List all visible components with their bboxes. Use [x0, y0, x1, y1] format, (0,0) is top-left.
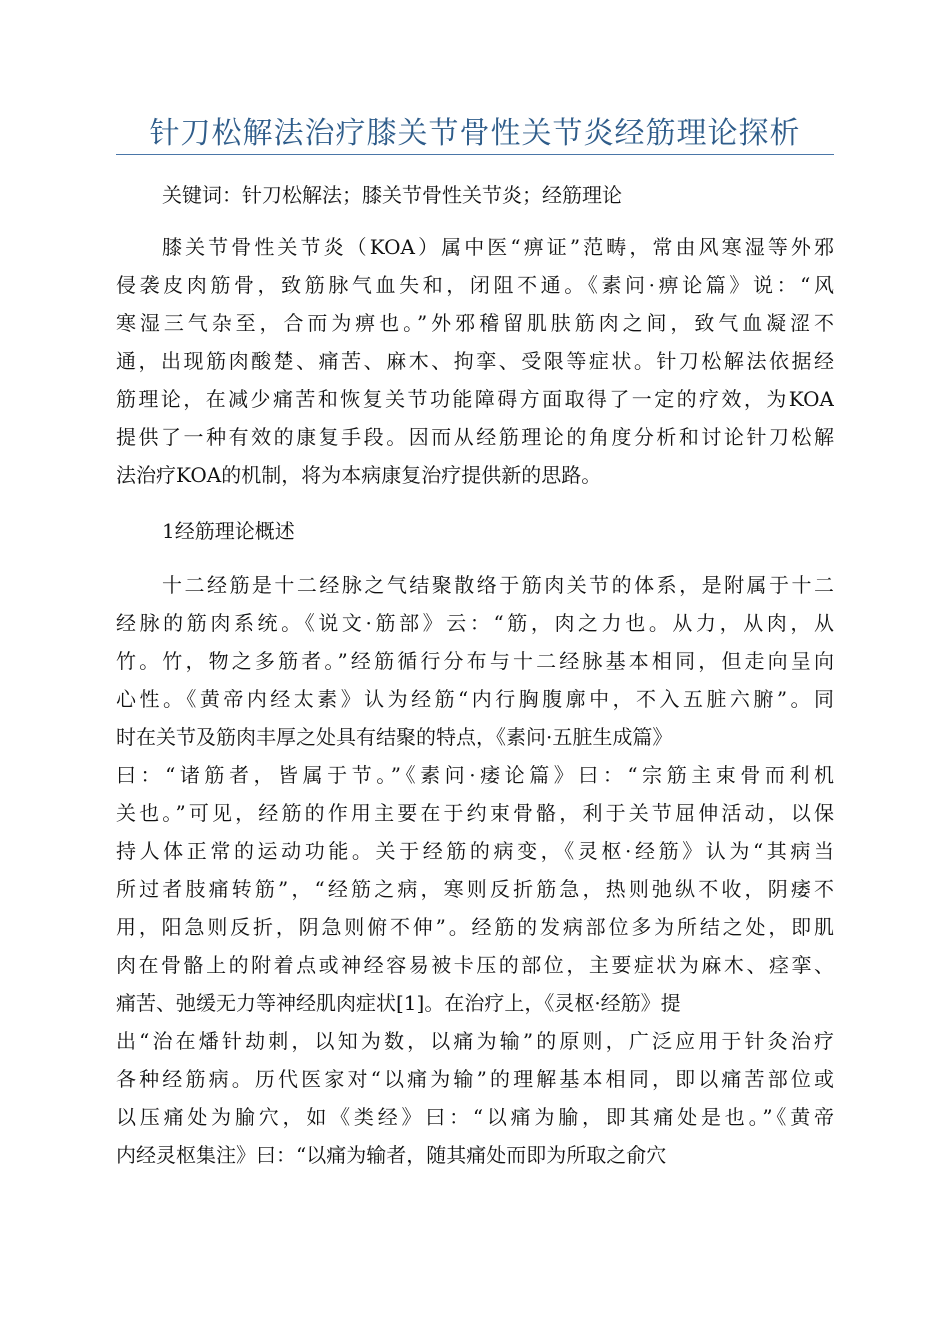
paragraph-line: 经脉的筋肉系统。《说文·筋部》云：“筋，肉之力也。从力，从肉，从: [116, 611, 834, 635]
body-paragraph: [116, 566, 834, 1174]
paragraph-line: 关也。”可见，经筋的作用主要在于约束骨骼，利于关节屈伸活动，以保: [116, 801, 834, 825]
paragraph-line: 十二经筋是十二经脉之气结聚散络于筋肉关节的体系，是附属于十二: [162, 573, 834, 597]
paragraph-line: 寒湿三气杂至，合而为痹也。”外邪稽留肌肤筋肉之间，致气血凝涩不: [116, 311, 834, 335]
title-underline: [116, 154, 834, 155]
paragraph-line: 心性。《黄帝内经太素》认为经筋“内行胸腹廓中，不入五脏六腑”。同: [116, 687, 834, 711]
paragraph-line: 各种经筋病。历代医家对“以痛为输”的理解基本相同，即以痛苦部位或: [116, 1067, 834, 1091]
paragraph-line: 出“治在燔针劫刺，以知为数，以痛为输”的原则，广泛应用于针灸治疗: [116, 1029, 834, 1053]
paragraph-line: 内经灵枢集注》曰：“以痛为输者，随其痛处而即为所取之俞穴: [116, 1143, 667, 1167]
paragraph-line: 竹。竹，物之多筋者。”经筋循行分布与十二经脉基本相同，但走向呈向: [116, 649, 834, 673]
paragraph-line: 所过者肢痛转筋”，“经筋之病，寒则反折筋急，热则弛纵不收，阴痿不: [116, 877, 834, 901]
paragraph-line: 以压痛处为腧穴，如《类经》曰：“以痛为腧，即其痛处是也。”《黄帝: [116, 1105, 834, 1129]
paragraph-line: 肉在骨骼上的附着点或神经容易被卡压的部位，主要症状为麻木、痉挛、: [116, 953, 834, 977]
document-title: 针刀松解法治疗膝关节骨性关节炎经筋理论探析: [149, 116, 801, 151]
paragraph-line: 痛苦、弛缓无力等神经肌肉症状[1]。在治疗上，《灵枢·经筋》提: [116, 991, 681, 1015]
section-heading: 1经筋理论概述: [162, 519, 295, 543]
paragraph-line: 时在关节及筋肉丰厚之处具有结聚的特点，《素问·五脏生成篇》: [116, 725, 673, 749]
paragraph-line: 通，出现筋肉酸楚、痛苦、麻木、拘挛、受限等症状。针刀松解法依据经: [116, 349, 834, 373]
paragraph-line: 曰：“诸筋者，皆属于节。”《素问·痿论篇》曰：“宗筋主束骨而利机: [116, 763, 834, 787]
paragraph-line: 膝关节骨性关节炎（KOA）属中医“痹证”范畴，常由风寒湿等外邪: [162, 235, 834, 259]
paragraph-line: 法治疗KOA的机制，将为本病康复治疗提供新的思路。: [116, 463, 602, 487]
paragraph-line: 筋理论，在减少痛苦和恢复关节功能障碍方面取得了一定的疗效，为KOA: [116, 387, 834, 411]
paragraph-line: 持人体正常的运动功能。关于经筋的病变，《灵枢·经筋》认为“其病当: [116, 839, 834, 863]
paragraph-line: 用，阳急则反折，阴急则俯不伸”。经筋的发病部位多为所结之处，即肌: [116, 915, 834, 939]
keywords-line: 关键词：针刀松解法；膝关节骨性关节炎；经筋理论: [162, 183, 622, 207]
intro-paragraph: [116, 228, 834, 494]
paragraph-line: 提供了一种有效的康复手段。因而从经筋理论的角度分析和讨论针刀松解: [116, 425, 834, 449]
paragraph-line: 侵袭皮肉筋骨，致筋脉气血失和，闭阻不通。《素问·痹论篇》说：“风: [116, 273, 834, 297]
